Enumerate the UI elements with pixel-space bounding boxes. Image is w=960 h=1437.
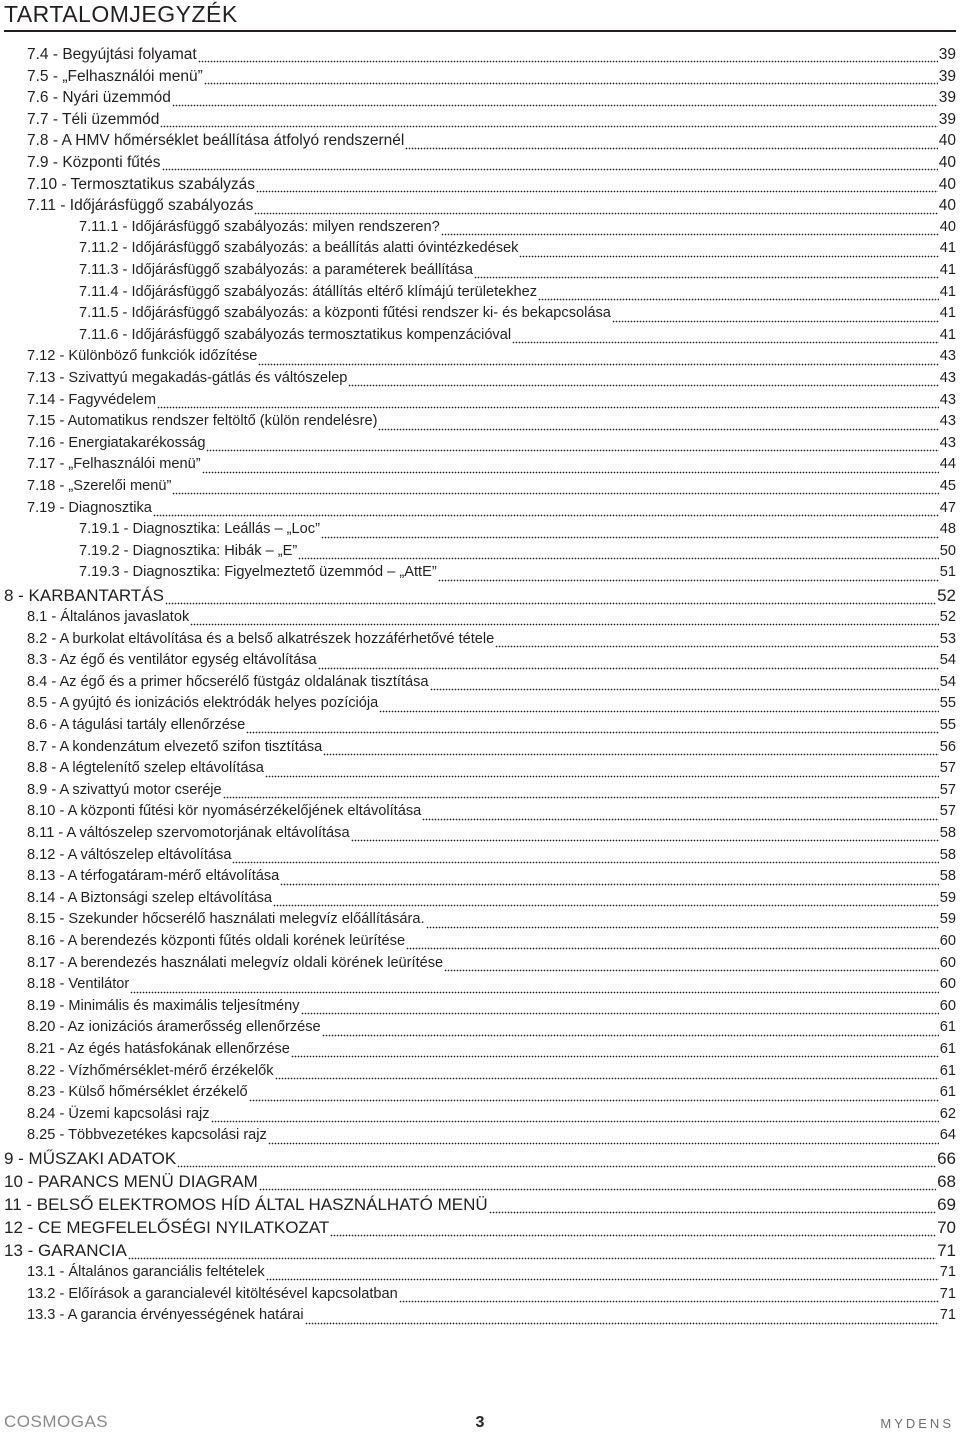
dot-leader — [378, 411, 938, 433]
toc-entry-label: 7.10 - Termosztatikus szabályzás — [27, 175, 256, 193]
toc-entry-page: 44 — [939, 456, 956, 473]
dot-leader — [265, 758, 939, 780]
toc-entry-page: 61 — [939, 1062, 956, 1079]
toc-entry-label: 8.12 - A váltószelep eltávolítása — [27, 846, 232, 863]
toc-entry-page: 68 — [937, 1172, 956, 1191]
dot-leader — [489, 1193, 936, 1216]
dot-leader — [323, 737, 938, 759]
toc-entry-page: 69 — [937, 1195, 956, 1214]
toc-entry[interactable] — [79, 541, 956, 563]
toc-entry-page: 61 — [939, 1041, 956, 1057]
toc-entry[interactable] — [27, 174, 956, 196]
toc-entry-label: 8.14 - A Biztonsági szelep eltávolítása — [27, 889, 273, 906]
dot-leader — [495, 629, 938, 651]
toc-entry-page: 71 — [937, 1241, 956, 1260]
dot-leader — [249, 1082, 939, 1104]
toc-entry-page: 43 — [939, 370, 956, 386]
toc-entry[interactable] — [27, 866, 956, 888]
dot-leader — [256, 174, 938, 196]
dot-leader — [519, 238, 938, 260]
toc-entry-label: 7.8 - A HMV hőmérséklet beállítása átfolyó rendszernél — [27, 132, 405, 150]
toc-entry[interactable] — [27, 693, 956, 715]
toc-entry[interactable] — [27, 109, 956, 131]
toc-entry-page: 41 — [939, 305, 956, 322]
toc-entry-label: 7.11.4 - Időjárásfüggő szabályozás: átállítás eltérő klímájú területekhez — [79, 283, 538, 300]
toc-entry[interactable] — [27, 823, 956, 845]
toc-entry[interactable] — [4, 1216, 956, 1239]
dot-leader — [130, 974, 939, 996]
toc-entry-label: 7.4 - Begyújtási folyamat — [27, 46, 197, 63]
dot-leader — [438, 562, 939, 584]
toc-entry[interactable] — [4, 1193, 956, 1216]
toc-entry-page: 43 — [939, 434, 956, 451]
dot-leader — [232, 845, 938, 867]
dot-leader — [301, 996, 939, 1018]
toc-entry[interactable] — [4, 1239, 956, 1262]
dot-leader — [512, 325, 939, 347]
toc-entry-label: 8.11 - A váltószelep szervomotorjának eltávolítása — [27, 825, 350, 841]
toc-entry-page: 39 — [938, 67, 956, 85]
toc-entry-page: 40 — [939, 218, 956, 235]
toc-entry-page: 43 — [939, 391, 956, 408]
dot-leader — [406, 931, 939, 953]
dot-leader — [266, 1262, 939, 1284]
dot-leader — [422, 801, 939, 823]
toc-entry-label: 8.16 - A berendezés központi fűtés oldali korének leürítése — [27, 933, 406, 949]
toc-entry[interactable] — [27, 845, 956, 867]
toc-entry-page: 40 — [938, 197, 956, 215]
toc-entry-label: 8.2 - A burkolat eltávolítása és a belső alkatrészek hozzáférhetővé tétele — [27, 630, 495, 647]
dot-leader — [206, 433, 938, 455]
toc-entry-label: 8.8 - A légtelenítő szelep eltávolítása — [27, 760, 264, 777]
toc-entry-page: 52 — [937, 586, 956, 605]
toc-entry[interactable] — [4, 1147, 956, 1170]
dot-leader — [612, 303, 939, 325]
toc-entry-label: 7.9 - Központi fűtés — [27, 154, 161, 171]
toc-entry[interactable] — [27, 931, 956, 953]
toc-entry-page: 57 — [939, 781, 956, 798]
dot-leader — [160, 109, 937, 131]
toc-entry-page: 51 — [939, 564, 956, 581]
dot-leader — [474, 260, 939, 282]
dot-leader — [177, 1147, 936, 1170]
toc-entry-page: 41 — [939, 240, 956, 257]
dot-leader — [399, 1284, 939, 1306]
dot-leader — [379, 693, 939, 715]
toc-entry-label: 7.11.5 - Időjárásfüggő szabályozás: a központi fűtési rendszer ki- és bekapcsolása — [79, 305, 611, 322]
toc-entry-label: 8.3 - Az égő és ventilátor egység eltávolítása — [27, 652, 317, 669]
toc-entry-label: 8.19 - Minimális és maximális teljesítmény — [27, 997, 300, 1014]
toc-entry-label: 7.11.6 - Időjárásfüggő szabályozás termosztatikus kompenzációval — [79, 326, 512, 343]
toc-entry-label: 7.14 - Fagyvédelem — [27, 391, 156, 408]
toc-entry-label: 7.11 - Időjárásfüggő szabályozás — [27, 197, 254, 215]
toc-entry-page: 54 — [939, 673, 956, 690]
toc-entry-label: 7.19 - Diagnosztika — [27, 499, 152, 516]
dot-leader — [172, 87, 938, 109]
toc-entry-label: 8.7 - A kondenzátum elvezető szifon tisztítása — [27, 738, 323, 755]
toc-entry-label: 13.2 - Előírások a garancialevél kitöltésével kapcsolatban — [27, 1285, 398, 1302]
toc-entry[interactable] — [27, 888, 956, 910]
toc-entry-label: 7.11.1 - Időjárásfüggő szabályozás: milyen rendszeren? — [79, 218, 440, 235]
toc-entry[interactable] — [27, 433, 956, 455]
dot-leader — [444, 953, 939, 975]
toc-entry[interactable] — [27, 476, 956, 498]
dot-leader — [172, 476, 938, 498]
dot-leader — [211, 1104, 939, 1126]
toc-entry-label: 7.19.1 - Diagnosztika: Leállás – „Loc” — [79, 521, 320, 538]
toc-entry-label: 7.13 - Szivattyú megakadás-gátlás és váltószelep — [27, 370, 348, 386]
toc-entry-page: 39 — [938, 110, 956, 128]
toc-entry[interactable] — [4, 1170, 956, 1193]
toc-entry[interactable] — [79, 519, 956, 541]
toc-entry-label: 8.21 - Az égés hatásfokának ellenőrzése — [27, 1041, 290, 1057]
toc-entry[interactable] — [79, 260, 956, 282]
footer-brand-left: COSMOGAS — [4, 1412, 109, 1431]
toc-entry-page: 70 — [937, 1218, 956, 1237]
dot-leader — [291, 1039, 939, 1061]
toc-entry-page: 58 — [939, 868, 956, 885]
toc-entry-label: 7.19.2 - Diagnosztika: Hibák – „E” — [79, 542, 298, 559]
footer-brand-right: MYDENS — [880, 1416, 954, 1431]
toc-entry-page: 58 — [939, 846, 956, 863]
toc-entry-label: 8.5 - A gyújtó és ionizációs elektródák helyes pozíciója — [27, 695, 379, 712]
dot-leader — [321, 519, 939, 541]
toc-entry-label: 8.18 - Ventilátor — [27, 976, 130, 993]
toc-entry[interactable] — [27, 411, 956, 433]
toc-entry-page: 41 — [939, 262, 956, 278]
toc-entry-label: 7.19.3 - Diagnosztika: Figyelmeztető üzemmód – „AttE” — [79, 564, 437, 581]
toc-entry[interactable] — [27, 87, 956, 109]
dot-leader — [165, 584, 936, 607]
toc-entry-label: 13.3 - A garancia érvényességének határai — [27, 1307, 304, 1324]
toc-entry-page: 56 — [939, 738, 956, 755]
toc-entry[interactable] — [27, 1017, 956, 1039]
toc-entry-label: 13 - GARANCIA — [4, 1241, 127, 1260]
toc-entry[interactable] — [4, 584, 956, 607]
dot-leader — [441, 217, 939, 239]
toc-entry-label: 8.23 - Külső hőmérséklet érzékelő — [27, 1084, 248, 1101]
dot-leader — [259, 1170, 936, 1193]
dot-leader — [157, 390, 939, 412]
toc-entry-page: 71 — [939, 1264, 956, 1280]
toc-entry-page: 40 — [938, 175, 956, 193]
toc-entry[interactable] — [27, 607, 956, 629]
dot-leader — [305, 1305, 939, 1327]
dot-leader — [298, 541, 939, 563]
dot-leader — [426, 909, 939, 931]
toc-entry[interactable] — [27, 629, 956, 651]
dot-leader — [538, 282, 939, 304]
toc-entry-label: 7.6 - Nyári üzemmód — [27, 89, 171, 107]
dot-leader — [280, 866, 938, 888]
toc-entry-label: 8.17 - A berendezés használati melegvíz oldali körének leürítése — [27, 954, 444, 971]
toc-entry-page: 47 — [939, 499, 956, 516]
page-header — [4, 0, 956, 32]
toc-entry[interactable] — [27, 498, 956, 520]
dot-leader — [254, 195, 937, 217]
toc-entry[interactable] — [27, 1061, 956, 1083]
dot-leader — [275, 1061, 939, 1083]
toc-entry-page: 71 — [939, 1285, 956, 1302]
toc-entry[interactable] — [27, 1104, 956, 1126]
toc-entry-label: 8.9 - A szivattyú motor cseréje — [27, 781, 222, 798]
toc-entry-page: 71 — [939, 1307, 956, 1324]
dot-leader — [223, 780, 939, 802]
dot-leader — [198, 44, 938, 66]
toc-entry[interactable] — [27, 737, 956, 759]
toc-entry-label: 8.20 - Az ionizációs áramerősség ellenőrzése — [27, 1019, 321, 1036]
toc-entry-label: 7.7 - Téli üzemmód — [27, 110, 160, 128]
dot-leader — [128, 1239, 936, 1262]
dot-leader — [430, 672, 939, 694]
toc-entry-page: 39 — [938, 46, 956, 63]
toc-entry[interactable] — [27, 1082, 956, 1104]
toc-entry-page: 59 — [939, 911, 956, 928]
toc-entry[interactable] — [27, 780, 956, 802]
toc-entry-page: 55 — [939, 695, 956, 712]
toc-entry-page: 53 — [939, 630, 956, 647]
toc-entry-label: 7.11.3 - Időjárásfüggő szabályozás: a paraméterek beállítása — [79, 262, 473, 278]
toc-entry-page: 41 — [939, 283, 956, 300]
toc-entry[interactable] — [27, 650, 956, 672]
toc-entry-page: 60 — [939, 976, 956, 993]
toc-entry-page: 43 — [939, 348, 956, 365]
toc-entry-page: 54 — [939, 652, 956, 669]
toc-entry-page: 66 — [937, 1149, 956, 1168]
toc-entry-page: 41 — [939, 326, 956, 343]
toc-entry[interactable] — [79, 238, 956, 260]
toc-entry-label: 9 - MŰSZAKI ADATOK — [4, 1149, 177, 1168]
toc-entry-page: 62 — [939, 1105, 956, 1122]
toc-entry[interactable] — [79, 325, 956, 347]
dot-leader — [153, 498, 939, 520]
toc-entry-page: 57 — [939, 760, 956, 777]
toc-entry[interactable] — [27, 368, 956, 390]
page-title: TARTALOMJEGYZÉK — [4, 1, 238, 27]
toc-entry-label: 12 - CE MEGFELELŐSÉGI NYILATKOZAT — [4, 1218, 330, 1237]
toc-entry[interactable] — [27, 454, 956, 476]
toc-entry[interactable] — [79, 282, 956, 304]
toc-entry-label: 7.12 - Különböző funkciók időzítése — [27, 348, 258, 365]
dot-leader — [351, 823, 939, 845]
toc-entry-label: 8.1 - Általános javaslatok — [27, 609, 190, 625]
toc-entry-page: 61 — [939, 1084, 956, 1101]
toc-entry[interactable] — [27, 130, 956, 152]
dot-leader — [204, 66, 938, 88]
toc-entry[interactable] — [27, 390, 956, 412]
toc-entry-label: 13.1 - Általános garanciális feltételek — [27, 1264, 265, 1280]
toc-entry[interactable] — [27, 1305, 956, 1327]
toc-entry[interactable] — [27, 715, 956, 737]
toc-entry[interactable] — [27, 801, 956, 823]
toc-entry-page: 48 — [939, 521, 956, 538]
footer-page-number: 3 — [475, 1414, 485, 1431]
toc-entry[interactable] — [27, 758, 956, 780]
dot-leader — [330, 1216, 936, 1239]
toc-entry-label: 7.5 - „Felhasználói menü” — [27, 67, 203, 85]
toc-entry[interactable] — [79, 303, 956, 325]
toc-entry-label: 11 - BELSŐ ELEKTROMOS HÍD ÁLTAL HASZNÁLHATÓ MENÜ — [4, 1195, 488, 1214]
toc-entry-page: 61 — [939, 1019, 956, 1036]
toc-entry-page: 45 — [939, 478, 956, 494]
toc-entry-page: 39 — [938, 89, 956, 107]
toc-entry[interactable] — [27, 1262, 956, 1284]
toc-entry[interactable] — [27, 195, 956, 217]
toc-entry[interactable] — [27, 152, 956, 174]
toc-entry-label: 7.18 - „Szerelői menü” — [27, 478, 172, 494]
toc-entry-page: 55 — [939, 717, 956, 733]
toc-entry-page: 64 — [939, 1127, 956, 1144]
dot-leader — [405, 130, 937, 152]
toc-entry[interactable] — [27, 953, 956, 975]
toc-entry-label: 8 - KARBANTARTÁS — [4, 586, 164, 605]
toc-entry[interactable] — [27, 996, 956, 1018]
dot-leader — [246, 715, 939, 737]
toc-entry-page: 59 — [939, 889, 956, 906]
toc-entry-page: 58 — [939, 825, 956, 841]
toc-entry[interactable] — [27, 672, 956, 694]
toc-entry-label: 7.17 - „Felhasználói menü” — [27, 456, 201, 473]
toc-entry-page: 60 — [939, 954, 956, 971]
toc-entry-page: 50 — [939, 542, 956, 559]
toc-entry-label: 8.10 - A központi fűtési kör nyomásérzékelőjének eltávolítása — [27, 803, 422, 820]
toc-entry-label: 7.16 - Energiatakarékosság — [27, 434, 206, 451]
toc-entry-page: 43 — [939, 413, 956, 430]
toc-entry-label: 8.4 - Az égő és a primer hőcserélő füstgáz oldalának tisztítása — [27, 673, 429, 690]
toc-entry[interactable] — [27, 1039, 956, 1061]
toc-entry-page: 60 — [939, 997, 956, 1014]
toc-entry-label: 7.11.2 - Időjárásfüggő szabályozás: a beállítás alatti óvintézkedések — [79, 240, 519, 257]
toc-entry-label: 7.15 - Automatikus rendszer feltöltő (külön rendelésre) — [27, 413, 378, 430]
dot-leader — [190, 607, 939, 629]
toc-entry[interactable] — [79, 562, 956, 584]
dot-leader — [268, 1125, 939, 1147]
dot-leader — [318, 650, 939, 672]
toc-entry-page: 57 — [939, 803, 956, 820]
dot-leader — [273, 888, 939, 910]
toc-entry-label: 8.13 - A térfogatáram-mérő eltávolítása — [27, 868, 280, 885]
toc-entry-label: 8.6 - A tágulási tartály ellenőrzése — [27, 717, 246, 733]
toc-entry-label: 8.15 - Szekunder hőcserélő használati melegvíz előállítására. — [27, 911, 425, 928]
dot-leader — [348, 368, 938, 390]
dot-leader — [258, 346, 938, 368]
toc-entry-label: 10 - PARANCS MENÜ DIAGRAM — [4, 1172, 258, 1191]
toc-entry[interactable] — [27, 909, 956, 931]
toc-entry-page: 40 — [938, 132, 956, 150]
toc-entry[interactable] — [79, 217, 956, 239]
toc-entry[interactable] — [27, 1125, 956, 1147]
dot-leader — [162, 152, 938, 174]
toc-entry[interactable] — [27, 974, 956, 996]
toc-entry[interactable] — [27, 44, 956, 66]
toc-entry-label: 8.22 - Vízhőmérséklet-mérő érzékelők — [27, 1062, 274, 1079]
toc-entry-page: 52 — [939, 609, 956, 625]
toc-entry[interactable] — [27, 346, 956, 368]
toc-entry-page: 60 — [939, 933, 956, 949]
dot-leader — [202, 454, 939, 476]
toc-entry-label: 8.25 - Többvezetékes kapcsolási rajz — [27, 1127, 267, 1144]
toc-entry[interactable] — [27, 66, 956, 88]
toc-entry-label: 8.24 - Üzemi kapcsolási rajz — [27, 1105, 210, 1122]
dot-leader — [322, 1017, 939, 1039]
toc-entry-page: 40 — [938, 154, 956, 171]
toc-entry[interactable] — [27, 1284, 956, 1306]
